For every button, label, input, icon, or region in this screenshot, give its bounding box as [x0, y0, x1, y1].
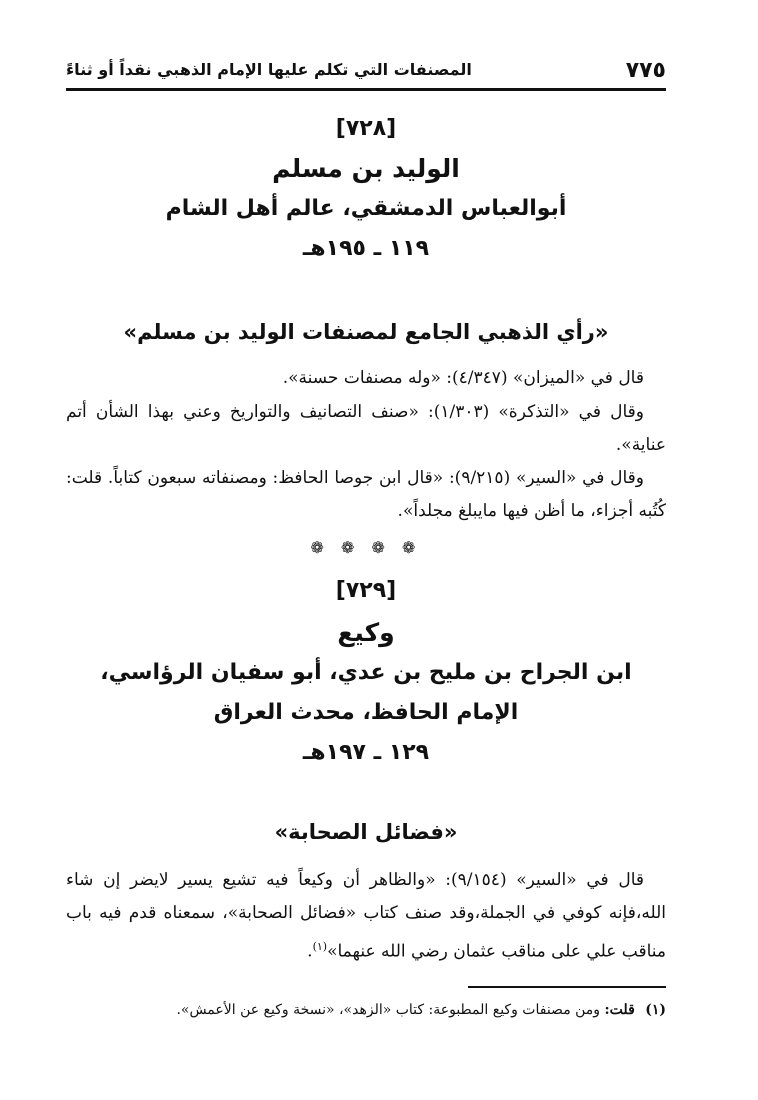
entry-name: وكيع: [337, 618, 395, 647]
entry-epithet: الإمام الحافظ، محدث العراق: [213, 700, 519, 725]
paragraph: [66, 462, 666, 528]
paragraph-text: قال في «السير» (٩/١٥٤): «والظاهر أن وكيعاً فيه تشيع يسير لايضر إن شاء الله،فإنه كوفي في الجملة،وقد صنف كتاب «فضائل الصحابة»، سمعناه قدم فيه باب مناقب علي على مناقب عثمان رضي الله عنهما»: [66, 870, 666, 962]
footnote-marker: (١): [645, 1002, 666, 1018]
footnote-divider: [468, 986, 666, 988]
entry-lineage: ابن الجراح بن مليح بن عدي، أبو سفيان الرؤاسي،: [100, 660, 632, 685]
footnote-reference[interactable]: (١): [312, 940, 328, 953]
paragraph-text: وقال في «التذكرة» (١/٣٠٣): «صنف التصانيف والتواريخ وعني بهذا الشأن أتم عناية».: [66, 402, 666, 455]
footnote-lead: قلت:: [604, 1002, 635, 1018]
entry-dates: ١٢٩ ـ ١٩٧هـ: [302, 740, 430, 765]
paragraph-text: قال في «الميزان» (٤/٣٤٧): «وله مصنفات حسنة».: [282, 368, 644, 388]
section-title: «فضائل الصحابة»: [274, 820, 458, 844]
section-title: «رأي الذهبي الجامع لمصنفات الوليد بن مسلم»: [123, 320, 609, 344]
entry-dates: ١١٩ ـ ١٩٥هـ: [302, 236, 430, 261]
entry-epithet: أبوالعباس الدمشقي، عالم أهل الشام: [165, 196, 567, 221]
section-separator: ❁ ❁ ❁ ❁: [310, 538, 422, 557]
entry-number: [٧٢٨]: [335, 116, 397, 141]
running-title: المصنفات التي تكلم عليها الإمام الذهبي نقداً أو ثناءً: [66, 60, 472, 79]
footnote-text: ومن مصنفات وكيع المطبوعة: كتاب «الزهد»، «نسخة وكيع عن الأعمش».: [176, 1002, 601, 1018]
paragraph-text: وقال في «السير» (٩/٢١٥): «قال ابن جوصا الحافظ: ومصنفاته سبعون كتاباً. قلت: كُتُبه أجزاء، ما أظن فيها مايبلغ مجلداً».: [66, 468, 666, 521]
entry-name: الوليد بن مسلم: [272, 154, 460, 183]
entry-number: [٧٢٩]: [335, 578, 397, 603]
paragraph: قال في «السير» (٩/١٥٤): «والظاهر أن وكيعاً فيه تشيع يسير لايضر إن شاء الله،فإنه كوفي في الجملة،وقد صنف كتاب «فضائل الصحابة»، سمعناه قدم فيه باب مناقب علي على مناقب عثمان رضي الله عنهما»$^{(١)}$.: [66, 870, 666, 962]
page-number: ٧٧٥: [625, 58, 666, 83]
footnote: [66, 998, 666, 1022]
page-header: [66, 52, 666, 91]
paragraph: [66, 396, 666, 462]
paragraph: [66, 362, 666, 395]
